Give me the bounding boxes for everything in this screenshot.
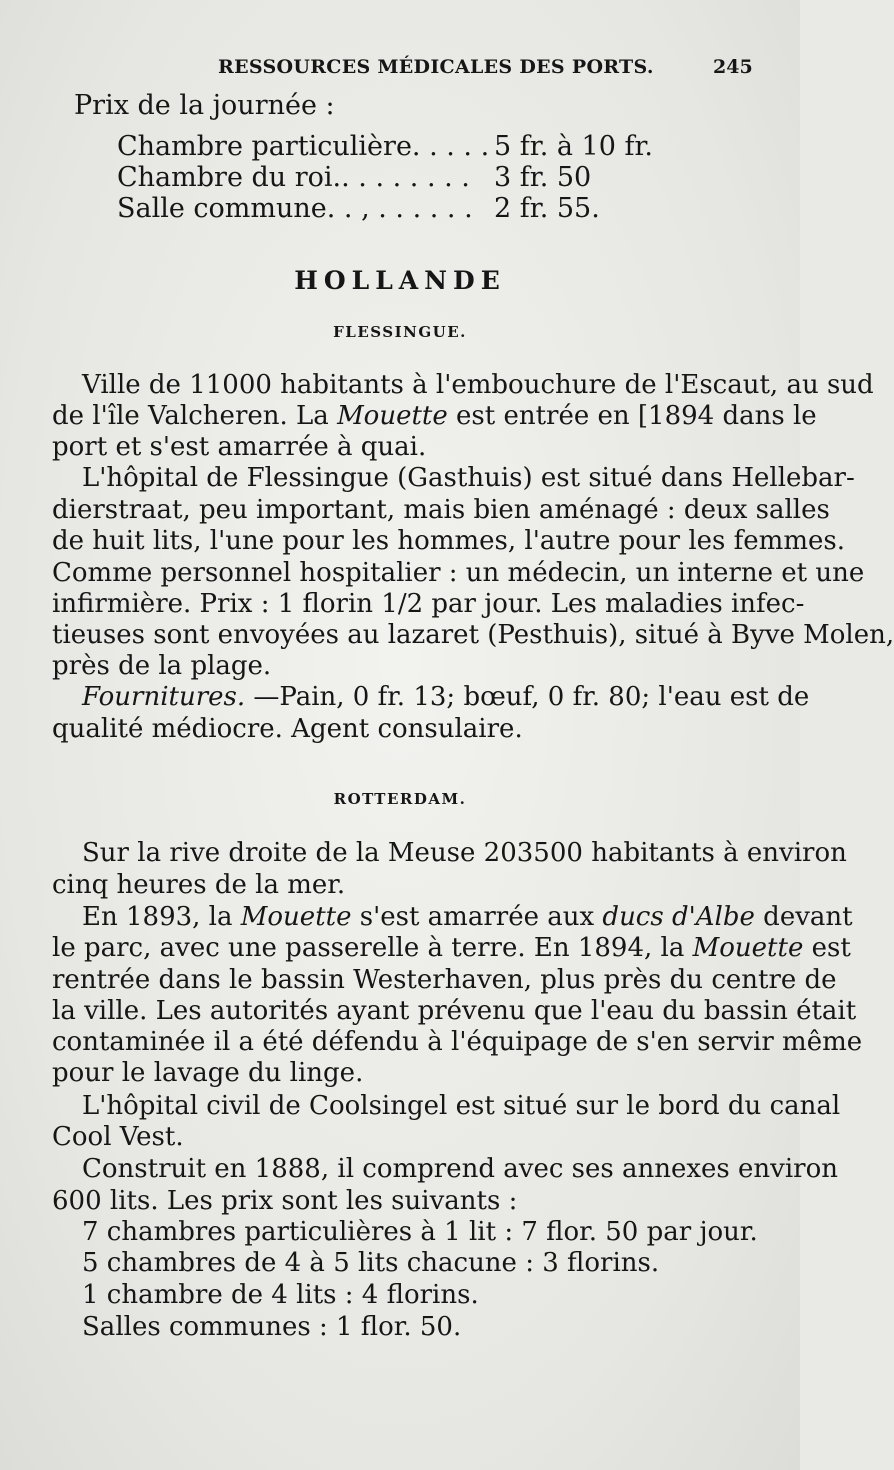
text-run: —Pain, 0 fr. 13; bœuf, 0 fr. 80; l'eau est de <box>245 682 810 712</box>
text-run: de l'île Valcheren. La <box>52 401 338 431</box>
price-list-item: 7 chambres particulières à 1 lit : 7 flor. 50 par jour. <box>82 1217 758 1247</box>
text-line <box>82 681 810 713</box>
ship-name: Mouette <box>240 902 352 932</box>
price-value: 5 fr. à 10 fr. <box>494 131 653 162</box>
running-header <box>0 56 800 86</box>
text-run: s'est amarrée aux <box>351 902 603 932</box>
text-line: Comme personnel hospitalier : un médecin, un interne et une <box>52 558 865 588</box>
text-line: infirmière. Prix : 1 florin 1/2 par jour. Les maladies infec- <box>52 589 805 619</box>
text-line: près de la plage. <box>52 651 272 681</box>
price-list-item: Salles communes : 1 flor. 50. <box>82 1312 462 1342</box>
text-line <box>52 400 817 432</box>
city-heading-flessingue: FLESSINGUE. <box>333 323 467 341</box>
text-line: pour le lavage du linge. <box>52 1058 364 1088</box>
ship-name: Mouette <box>337 401 448 431</box>
text-run: En 1893, la <box>82 902 241 932</box>
text-line: de huit lits, l'une pour les hommes, l'autre pour les femmes. <box>52 526 845 556</box>
page-number: 245 <box>713 56 753 78</box>
ship-name: Mouette <box>692 933 804 963</box>
price-list-item: 1 chambre de 4 lits : 4 florins. <box>82 1280 479 1310</box>
price-value: 2 fr. 55. <box>494 193 600 224</box>
running-header-title: RESSOURCES MÉDICALES DES PORTS. <box>218 56 654 78</box>
price-label: Chambre du roi.. . . . . . . . <box>117 162 470 193</box>
price-list-item: 5 chambres de 4 à 5 lits chacune : 3 florins. <box>82 1248 660 1278</box>
price-label: Salle commune. . , . . . . . . <box>117 193 473 224</box>
text-line: Cool Vest. <box>52 1122 184 1152</box>
text-run: est entrée en [1894 dans le <box>447 401 817 431</box>
text-line: dierstraat, peu important, mais bien aménagé : deux salles <box>52 495 830 525</box>
price-row <box>117 131 717 165</box>
italic-lead: Fournitures. <box>82 682 246 712</box>
text-line: 600 lits. Les prix sont les suivants : <box>52 1186 518 1216</box>
price-row <box>117 193 717 227</box>
text-line: L'hôpital de Flessingue (Gasthuis) est situé dans Hellebar- <box>82 463 855 493</box>
country-heading: HOLLANDE <box>294 266 506 295</box>
italic-term: ducs d'Albe <box>602 902 755 932</box>
text-line: contaminée il a été défendu à l'équipage de s'en servir même <box>52 1027 863 1057</box>
text-line <box>52 932 851 964</box>
price-label: Chambre particulière. . . . . <box>117 131 490 162</box>
text-run: est <box>803 933 851 963</box>
city-heading-rotterdam: ROTTERDAM. <box>333 790 467 808</box>
text-line <box>82 901 853 933</box>
text-line: Construit en 1888, il comprend avec ses annexes environ <box>82 1154 838 1184</box>
text-line: rentrée dans le bassin Westerhaven, plus près du centre de <box>52 965 837 995</box>
text-line: tieuses sont envoyées au lazaret (Pesthuis), situé à Byve Molen, <box>52 620 894 650</box>
text-line: Ville de 11000 habitants à l'embouchure de l'Escaut, au sud <box>82 370 874 400</box>
text-line: Sur la rive droite de la Meuse 203500 habitants à environ <box>82 838 847 868</box>
price-value: 3 fr. 50 <box>494 162 592 193</box>
prices-intro: Prix de la journée : <box>74 90 335 121</box>
text-line: cinq heures de la mer. <box>52 870 346 900</box>
text-line: L'hôpital civil de Coolsingel est situé sur le bord du canal <box>82 1091 841 1121</box>
text-run: le parc, avec une passerelle à terre. En 1894, la <box>52 933 693 963</box>
text-run: devant <box>754 902 853 932</box>
text-line: qualité médiocre. Agent consulaire. <box>52 714 523 744</box>
text-line: port et s'est amarrée à quai. <box>52 432 427 462</box>
price-row <box>117 162 717 196</box>
text-line: la ville. Les autorités ayant prévenu que l'eau du bassin était <box>52 996 857 1026</box>
